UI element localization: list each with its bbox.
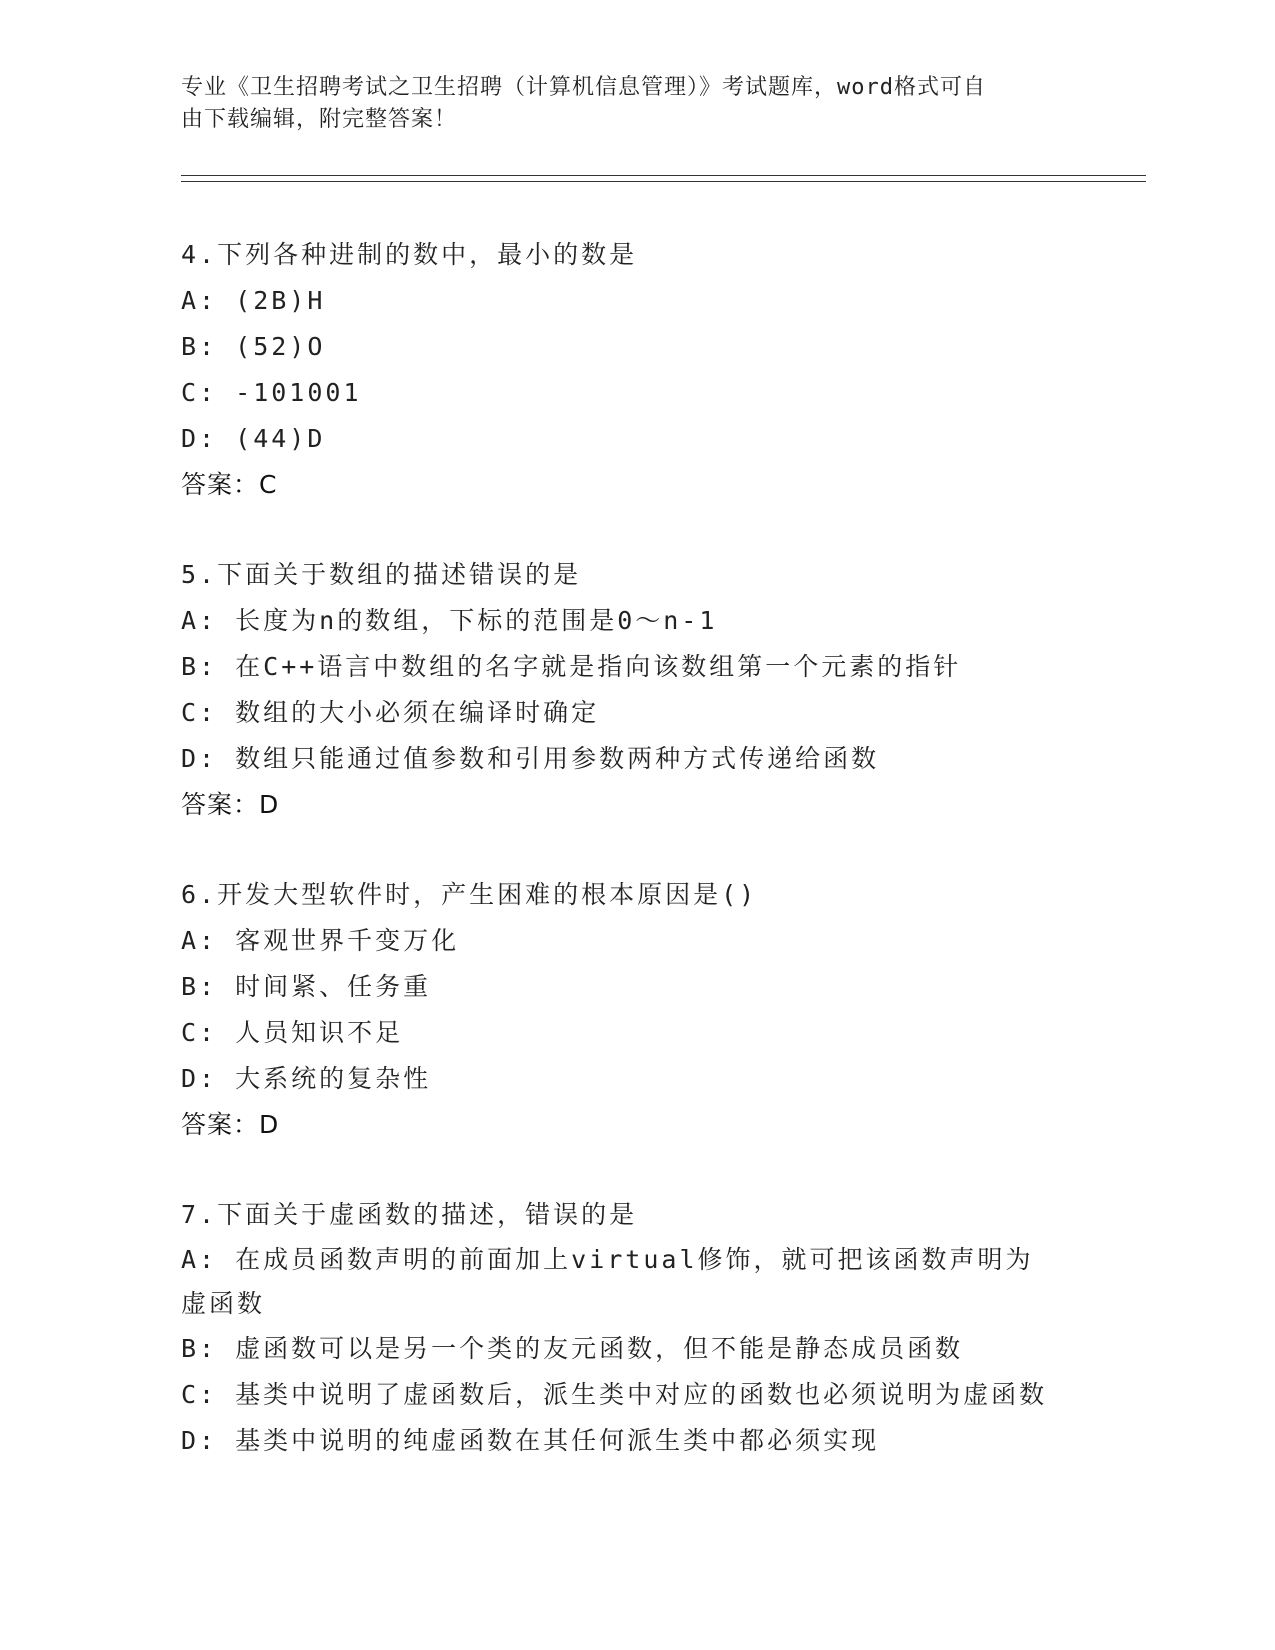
option-d: D: 数组只能通过值参数和引用参数两种方式传递给函数	[181, 744, 880, 773]
option-b: B: 虚函数可以是另一个类的友元函数，但不能是静态成员函数	[181, 1334, 964, 1363]
option-d: D: 基类中说明的纯虚函数在其任何派生类中都必须实现	[181, 1426, 880, 1455]
option-c: C: 人员知识不足	[181, 1018, 404, 1047]
question-stem: 7.下面关于虚函数的描述，错误的是	[181, 1200, 638, 1229]
option-d: D: (44)D	[181, 424, 326, 453]
document-header	[181, 72, 1061, 136]
header-line-1: 专业《卫生招聘考试之卫生招聘（计算机信息管理）》考试题库，word格式可自	[181, 75, 986, 100]
question-4	[181, 232, 1081, 508]
question-stem: 5.下面关于数组的描述错误的是	[181, 560, 582, 589]
option-c: C: 基类中说明了虚函数后，派生类中对应的函数也必须说明为虚函数	[181, 1380, 1048, 1409]
option-b: B: 时间紧、任务重	[181, 972, 432, 1001]
option-a: A: (2B)H	[181, 286, 326, 315]
header-divider-top	[181, 175, 1146, 176]
option-a: A: 在成员函数声明的前面加上virtual修饰，就可把该函数声明为虚函数	[181, 1245, 1034, 1318]
option-a: A: 客观世界千变万化	[181, 926, 460, 955]
option-d: D: 大系统的复杂性	[181, 1064, 432, 1093]
question-5	[181, 552, 1081, 828]
answer: 答案：D	[181, 1110, 280, 1139]
option-a: A: 长度为n的数组，下标的范围是0～n-1	[181, 606, 718, 635]
question-stem: 6.开发大型软件时，产生困难的根本原因是()	[181, 880, 758, 909]
option-c: C: 数组的大小必须在编译时确定	[181, 698, 600, 727]
answer: 答案：D	[181, 790, 280, 819]
header-divider-bottom	[181, 181, 1146, 182]
header-line-2: 由下载编辑，附完整答案！	[181, 107, 458, 132]
option-b: B: (52)O	[181, 332, 326, 361]
answer: 答案：C	[181, 470, 278, 499]
question-stem: 4.下列各种进制的数中，最小的数是	[181, 240, 638, 269]
question-6	[181, 872, 1081, 1148]
question-7	[181, 1192, 1081, 1464]
option-b: B: 在C++语言中数组的名字就是指向该数组第一个元素的指针	[181, 652, 962, 681]
option-c: C: -101001	[181, 378, 362, 407]
